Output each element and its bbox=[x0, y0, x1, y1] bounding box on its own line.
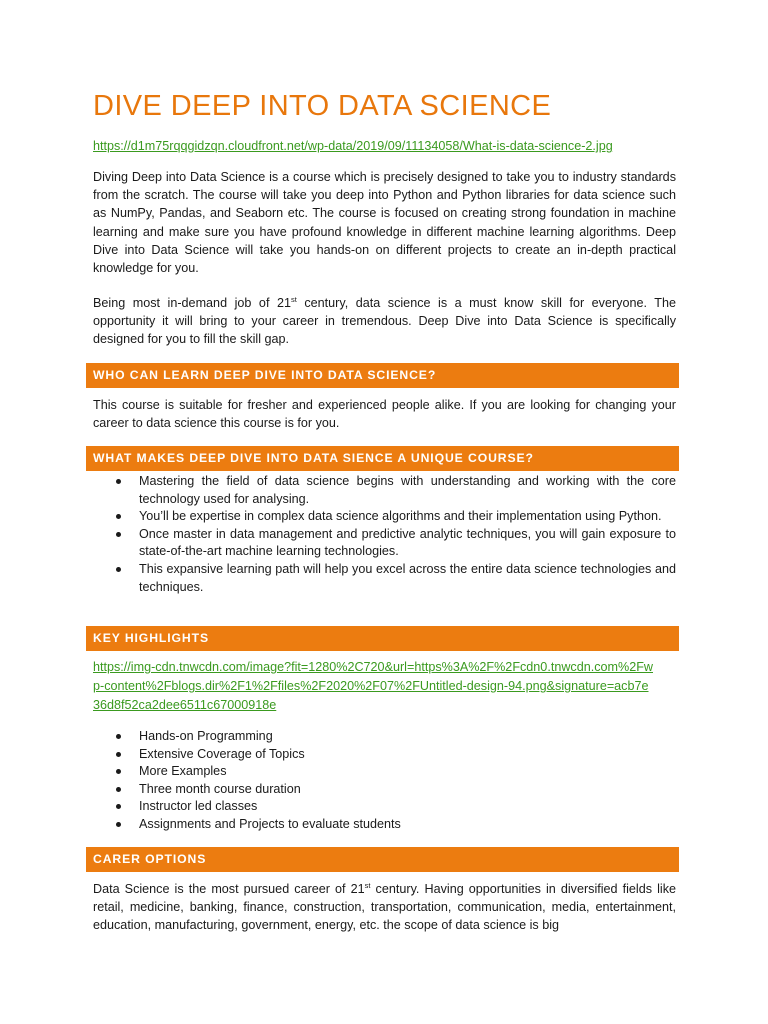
bullet-icon bbox=[116, 752, 121, 757]
bullet-icon bbox=[116, 769, 121, 774]
list-item-text: Assignments and Projects to evaluate students bbox=[139, 816, 401, 831]
section-heading-career: CARER OPTIONS bbox=[86, 847, 679, 872]
list-item-text: Extensive Coverage of Topics bbox=[139, 746, 305, 761]
bullet-icon bbox=[116, 532, 121, 537]
document-title: DIVE DEEP INTO DATA SCIENCE bbox=[93, 90, 552, 122]
list-item bbox=[93, 526, 676, 561]
list-item-text: Hands-on Programming bbox=[139, 729, 273, 743]
ordinal-suffix: st bbox=[290, 295, 297, 304]
list-item-text: You’ll be expertise in complex data science algorithms and their implementation using Python. bbox=[139, 509, 662, 524]
bullet-icon bbox=[116, 567, 121, 572]
list-item bbox=[93, 746, 676, 764]
list-item bbox=[93, 781, 676, 799]
highlight-image-link[interactable]: https://img-cdn.tnwcdn.com/image?fit=1280%2C720&url=https%3A%2F%2Fcdn0.tnwcdn.com%2Fwp-content%2Fblogs.dir%2F1%2Ffiles%2F2020%2F07%2FUntitled-design-94.png&signature=acb7e36d8f52ca2dee6511c67000918e bbox=[93, 660, 653, 712]
list-item-text: This expansive learning path will help you excel across the entire data science technologies and techniques. bbox=[139, 561, 676, 594]
list-item-text: Instructor led classes bbox=[139, 799, 258, 814]
section-heading-unique: WHAT MAKES DEEP DIVE INTO DATA SIENCE A UNIQUE COURSE? bbox=[86, 446, 679, 471]
who-paragraph: This course is suitable for fresher and experienced people alike. If you are looking for changing your career to data science this course is for you. bbox=[93, 398, 676, 431]
ordinal-suffix: st bbox=[364, 881, 371, 890]
bullet-icon bbox=[116, 479, 121, 484]
highlights-list bbox=[93, 728, 676, 834]
section-heading-highlights: KEY HIGHLIGHTS bbox=[86, 626, 679, 651]
list-item-text: Three month course duration bbox=[139, 781, 301, 796]
list-item-text: Mastering the field of data science begins with understanding and working with the core technology used for analysing. bbox=[139, 474, 676, 506]
demand-text-end: century, data science is a must know skill for everyone. The opportunity it will bring to your career in tremendous. Deep Dive into Data Science is specifically designed for you to fill the skill gap. bbox=[93, 296, 676, 347]
list-item bbox=[93, 728, 676, 746]
bullet-icon bbox=[116, 514, 121, 519]
section-heading-who: WHO CAN LEARN DEEP DIVE INTO DATA SCIENCE? bbox=[86, 363, 679, 388]
list-item bbox=[93, 763, 676, 781]
list-item-text: More Examples bbox=[139, 764, 227, 779]
demand-paragraph bbox=[93, 294, 676, 349]
bullet-icon bbox=[116, 822, 121, 827]
career-text-start: Data Science is the most pursued career of 21 bbox=[93, 882, 365, 896]
unique-list bbox=[93, 473, 676, 596]
career-text-end: century. Having opportunities in diversified fields like retail, medicine, banking, finance, construction, transportation, communication, media, entertainment, education, manufacturing, government, energy, etc. the scope of data science is big bbox=[93, 882, 676, 933]
list-item bbox=[93, 798, 676, 816]
list-item bbox=[93, 508, 676, 526]
career-paragraph bbox=[93, 880, 676, 935]
image-link[interactable]: https://d1m75rqqgidzqn.cloudfront.net/wp-data/2019/09/11134058/What-is-data-science-2.jpg bbox=[93, 139, 613, 153]
list-item bbox=[93, 473, 676, 508]
intro-paragraph: Diving Deep into Data Science is a course which is precisely designed to take you to industry standards from the scratch. The course will take you deep into Python and Python libraries for data science such as NumPy, Pandas, and Seaborn etc. The course is focused on creating strong foundation in machine learning and make sure you have profound knowledge in different machine learning algorithms. Deep Dive into Data Science will take you hands-on on different projects to create an in-depth practical knowledge for you. bbox=[93, 170, 676, 276]
demand-text-start: Being most in-demand job of 21 bbox=[93, 296, 291, 310]
list-item bbox=[93, 816, 676, 834]
bullet-icon bbox=[116, 734, 121, 739]
list-item bbox=[93, 561, 676, 596]
bullet-icon bbox=[116, 804, 121, 809]
list-item-text: Once master in data management and predictive analytic techniques, you will gain exposure to state-of-the-art machine learning technologies. bbox=[139, 526, 676, 559]
bullet-icon bbox=[116, 787, 121, 792]
